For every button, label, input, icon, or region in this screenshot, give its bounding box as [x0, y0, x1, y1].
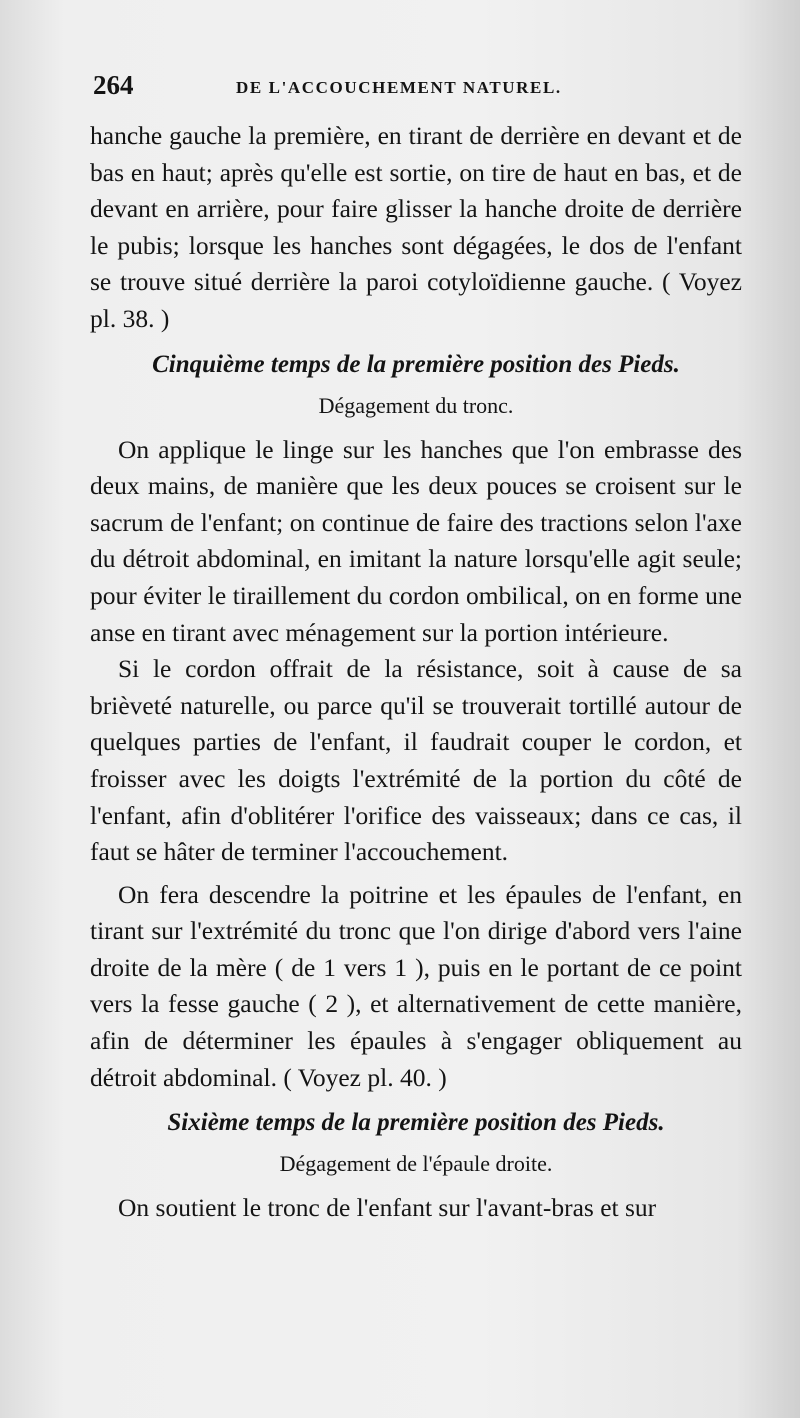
intro-paragraph: hanche gauche la première, en tirant de derrière en devant et de bas en haut; après qu'elle est sortie, on tire de haut en bas, et de devant en arrière, pour faire glisser la hanche droite de derrière le pubis; lorsque les hanches sont dégagées, le dos de l'enfant se trouve situé derrière la paroi cotyloïdienne gauche. ( Voyez pl. 38. )	[90, 121, 742, 333]
section-title-fifth-time: Cinquième temps de la première position des Pieds.	[152, 350, 680, 378]
section-subtitle-right-shoulder: Dégagement de l'épaule droite.	[279, 1151, 553, 1177]
section-subtitle-trunk: Dégagement du tronc.	[318, 392, 514, 418]
paragraph-chest-shoulders: On fera descendre la poitrine et les épaules de l'enfant, en tirant sur l'extrémité du tronc que l'on dirige d'abord vers l'aine droite de la mère ( de 1 vers 1 ), puis en le portant de ce point vers la fesse gauche ( 2 ), et alternativement de cette manière, afin de déterminer les épaules à s'engager obliquement au détroit abdominal. ( Voyez pl. 40. )	[90, 879, 742, 1092]
paragraph-cord: Si le cordon offrait de la résistance, soit à cause de sa brièveté naturelle, ou parce qu'il se trouverait tortillé autour de quelques parties de l'enfant, il faudrait couper le cordon, et froisser avec les doigts l'extrémité de la portion du côté de l'enfant, afin d'oblitérer l'orifice des vaisseaux; dans ce cas, il faut se hâter de terminer l'accouchement.	[90, 654, 742, 867]
running-head: DE L'ACCOUCHEMENT NATUREL.	[236, 78, 562, 97]
page-header	[93, 70, 742, 110]
section-title-sixth-time: Sixième temps de la première position des Pieds.	[167, 1109, 665, 1137]
page-number: 264	[93, 70, 134, 100]
page-body	[90, 118, 742, 1227]
paragraph-support-trunk: On soutient le tronc de l'enfant sur l'avant-bras et sur	[118, 1193, 657, 1223]
paragraph-linen: On applique le linge sur les hanches que l'on embrasse des deux mains, de manière que les deux pouces se croisent sur le sacrum de l'enfant; on continue de faire des tractions selon l'axe du détroit abdominal, en imitant la nature lorsqu'elle agit seule; pour éviter le tiraillement du cordon ombilical, on en forme une anse en tirant avec ménagement sur la portion intérieure.	[90, 434, 742, 647]
